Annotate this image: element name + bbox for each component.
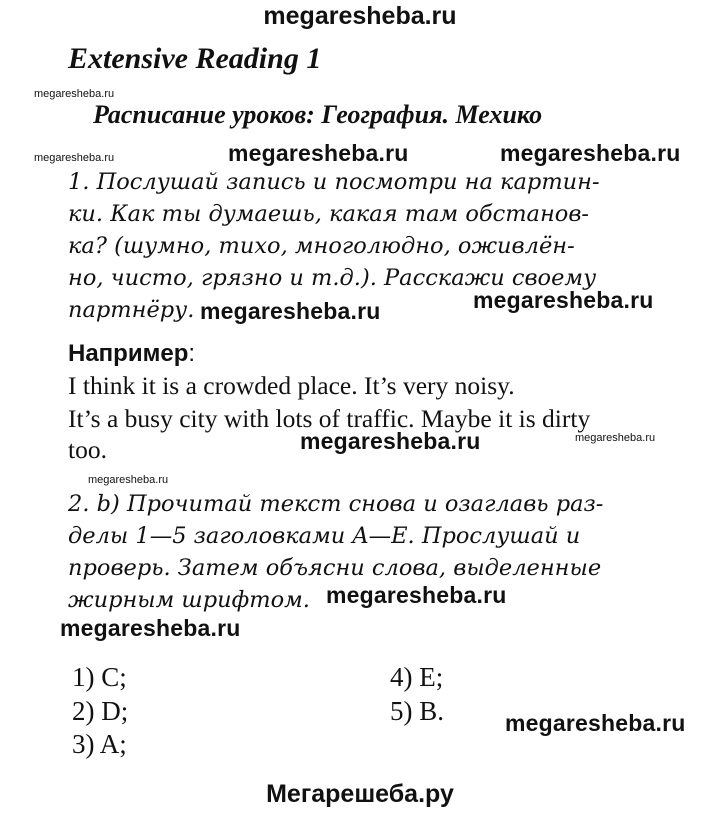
example-line: too. xyxy=(68,435,107,464)
example-heading xyxy=(68,340,195,368)
watermark-big: megaresheba.ru xyxy=(200,298,381,324)
example-line: It’s a busy city with lots of traffic. Maybe it is dirty xyxy=(68,404,591,433)
page-title: Extensive Reading 1 xyxy=(68,42,322,75)
watermark-big: megaresheba.ru xyxy=(228,140,409,166)
watermark-big: megaresheba.ru xyxy=(505,710,686,736)
answer-item: 3) A; xyxy=(72,729,127,759)
task2-line: проверь. Затем объясни слова, выделенные xyxy=(68,555,602,581)
example-line: I think it is a crowded place. It’s very noisy. xyxy=(68,371,515,400)
answer-item: 2) D; xyxy=(72,696,129,726)
watermark-small: megaresheba.ru xyxy=(88,474,169,486)
task2-line: жирным шрифтом. xyxy=(68,587,310,613)
answer-item: 4) E; xyxy=(390,662,444,692)
example-label: Например xyxy=(68,340,189,367)
task1-line: 1. Послушай запись и посмотри на картин- xyxy=(68,169,600,195)
watermark-small: megaresheba.ru xyxy=(34,152,115,164)
answer-item: 5) B. xyxy=(390,696,444,726)
answer-item: 1) C; xyxy=(72,662,127,692)
watermark-small: megaresheba.ru xyxy=(34,88,115,100)
watermark-big: megaresheba.ru xyxy=(500,140,681,166)
watermark-big: megaresheba.ru xyxy=(60,615,241,641)
task1-line: партнёру. xyxy=(68,297,195,323)
lesson-subtitle: Расписание уроков: География. Мехико xyxy=(93,100,543,129)
footer-watermark: Мегарешеба.ру xyxy=(266,780,454,808)
task1-line: но, чисто, грязно и т.д.). Расскажи своему xyxy=(68,265,597,291)
watermark-big: megaresheba.ru xyxy=(473,287,654,313)
header-watermark: megaresheba.ru xyxy=(263,2,457,30)
watermark-small: megaresheba.ru xyxy=(575,432,656,444)
watermark-big: megaresheba.ru xyxy=(326,582,507,608)
example-colon: : xyxy=(188,340,196,367)
watermark-big: megaresheba.ru xyxy=(300,428,481,454)
task2-line: 2. b) Прочитай текст снова и озаглавь раз- xyxy=(68,491,604,517)
task1-line: ка? (шумно, тихо, многолюдно, оживлён- xyxy=(68,233,575,259)
task1-line: ки. Как ты думаешь, какая там обстанов- xyxy=(68,201,590,227)
task2-line: делы 1—5 заголовками A—E. Прослушай и xyxy=(68,523,581,549)
